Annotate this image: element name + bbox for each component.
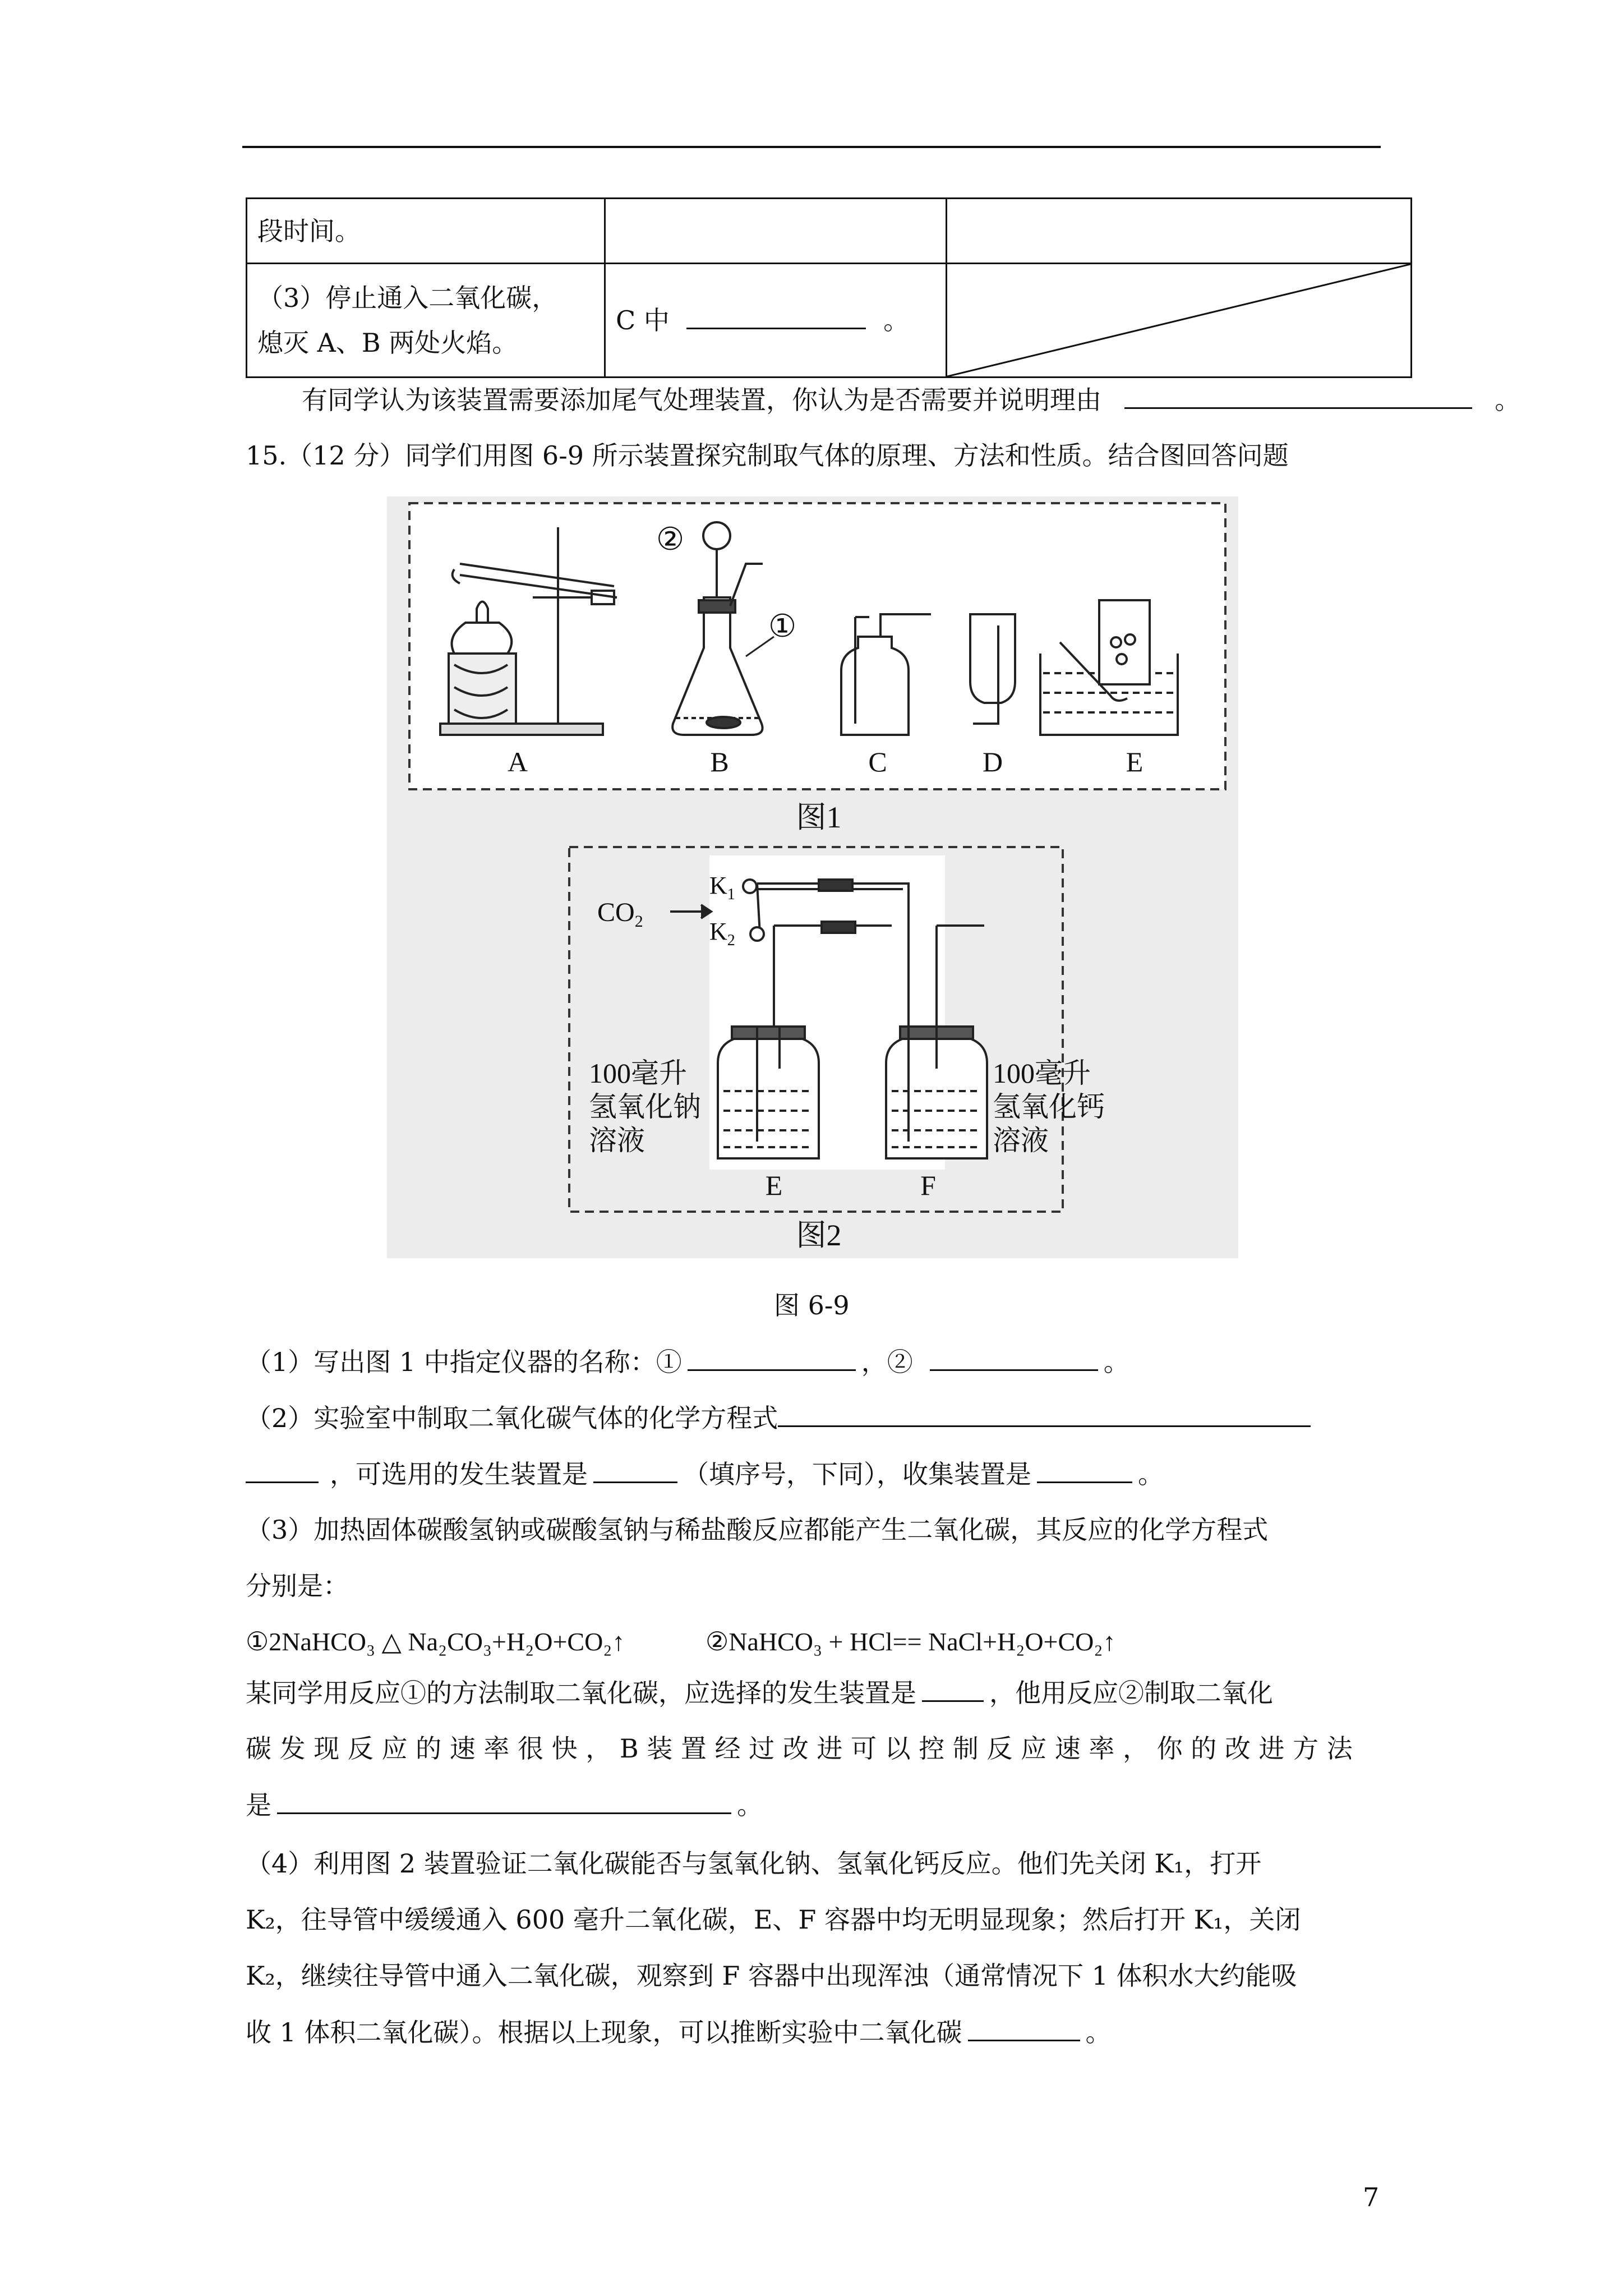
experiment-table: [246, 197, 1412, 378]
question-part-1: （1）写出图 1 中指定仪器的名称：① ，② 。: [246, 1343, 1129, 1380]
question-part-3-line2: 分别是：: [246, 1571, 349, 1601]
note-line: 有同学认为该装置需要添加尾气处理装置，你认为是否需要并说明理由 。: [302, 381, 1520, 418]
left-solution-line2: 氢氧化钠: [589, 1091, 701, 1122]
figure-label-num2: ②: [656, 522, 685, 557]
question-part-2-line1: （2）实验室中制取二氧化碳气体的化学方程式: [246, 1400, 1311, 1436]
figure-caption: 图 6-9: [774, 1290, 850, 1320]
fig1-label-d: D: [982, 746, 1003, 777]
question-part-3-line1: （3）加热固体碳酸氢钠或碳酸氢钠与稀盐酸反应都能产生二氧化碳，其反应的化学方程式: [246, 1515, 1269, 1545]
fig1-label-a: A: [507, 746, 528, 777]
k1-label: $K_1$: [709, 872, 735, 903]
figure-label-num1: ①: [768, 609, 797, 644]
header-rule: [242, 146, 1381, 148]
question-part-3-line6: 是 。: [246, 1787, 763, 1823]
question-part-2-line2: ，可选用的发生装置是 （填序号，下同），收集装置是 。: [246, 1456, 1164, 1492]
figure-6-9: [387, 496, 1238, 1258]
question-part-4-line1: （4）利用图 2 装置验证二氧化碳能否与氢氧化钠、氢氧化钙反应。他们先关闭 K₁，打开: [246, 1848, 1262, 1879]
fig2-label-e: E: [765, 1170, 783, 1201]
fig1-label-c: C: [868, 746, 887, 777]
table-cell-1-3: [947, 199, 1412, 264]
fig1-label-e: E: [1126, 746, 1144, 777]
equation-2: ②NaHCO₃ + HCl== NaCl+H₂O+CO₂↑: [706, 1627, 1116, 1656]
k2-label: $K_2$: [709, 918, 735, 949]
left-solution-line3: 溶液: [589, 1125, 645, 1156]
right-solution-line3: 溶液: [993, 1125, 1049, 1156]
question-part-3-line4: 某同学用反应①的方法制取二氧化碳，应选择的发生装置是 ，他用反应②制取二氧化: [246, 1674, 1273, 1711]
fig1-label-b: B: [710, 746, 729, 777]
question-15-header: 15.（12 分）同学们用图 6-9 所示装置探究制取气体的原理、方法和性质。结合图回答问题: [246, 440, 1289, 471]
table-cell-1-1: 段时间。: [247, 199, 605, 264]
question-part-4-line4: 收 1 体积二氧化碳）。根据以上现象，可以推断实验中二氧化碳 。: [246, 2014, 1112, 2050]
page-number: 7: [1363, 2182, 1380, 2212]
left-solution-line1: 100毫升: [589, 1057, 687, 1089]
fig2-label-f: F: [920, 1170, 936, 1201]
fig1-title: 图1: [796, 800, 842, 834]
right-solution-line2: 氢氧化钙: [993, 1091, 1105, 1122]
table-cell-1-2: [605, 199, 947, 264]
co2-label: $CO_2$: [597, 898, 643, 931]
fig2-title: 图2: [796, 1218, 842, 1252]
equation-1: ①2NaHCO₃ △ Na₂CO₃+H₂O+CO₂↑: [246, 1627, 625, 1656]
right-solution-line1: 100毫升: [993, 1057, 1091, 1089]
question-part-3-line5: 碳 发 现 反 应 的 速 率 很 快 ， B 装 置 经 过 改 进 可 以 控 制 反 应 速 率 ， 你 的 改 进 方 法: [246, 1733, 1353, 1764]
question-part-4-line2: K₂，往导管中缓缓通入 600 毫升二氧化碳，E、F 容器中均无明显现象；然后打开 K₁，关闭: [246, 1904, 1301, 1935]
table-cell-2-3-diagonal: [947, 264, 1412, 378]
table-cell-2-1: （3）停止通入二氧化碳， 熄灭 A、B 两处火焰。: [247, 264, 605, 378]
question-part-4-line3: K₂，继续往导管中通入二氧化碳，观察到 F 容器中出现浑浊（通常情况下 1 体积水大约能吸: [246, 1961, 1297, 1991]
table-cell-2-2: C 中 。: [605, 264, 947, 378]
